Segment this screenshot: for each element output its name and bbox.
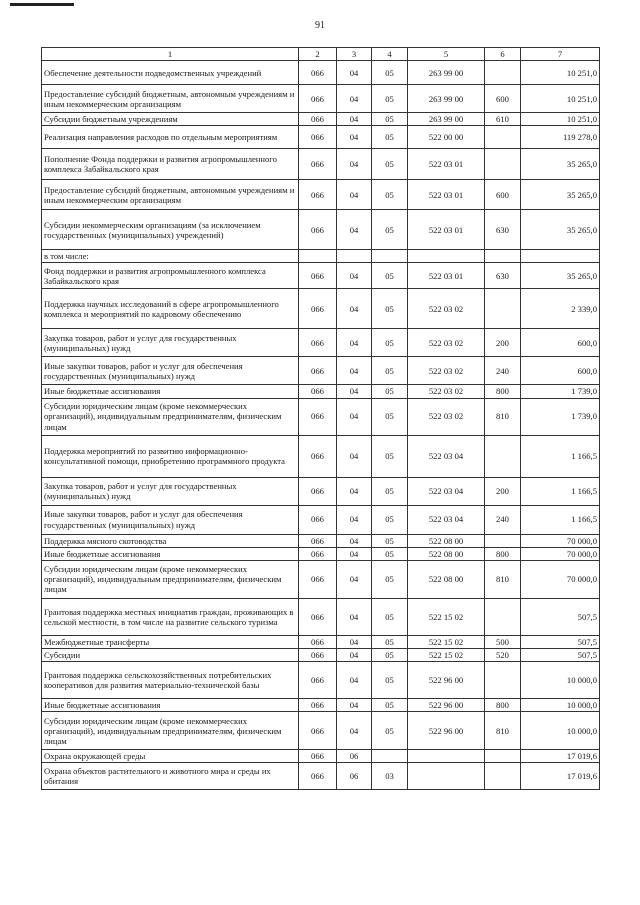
row-name-cell: Субсидии юридическим лицам (кроме некоммерческих организаций), индивидуальным предпринимателям, физическим лицам	[42, 712, 299, 750]
ved-code-cell: 066	[299, 547, 337, 560]
amount-cell: 1 166,5	[521, 505, 600, 534]
target-article-cell: 522 08 00	[408, 547, 485, 560]
section-code-cell: 04	[337, 505, 372, 534]
subsection-code-cell: 05	[372, 210, 408, 250]
row-name-cell: Иные закупки товаров, работ и услуг для обеспечения государственных (муниципальных) нужд	[42, 357, 299, 385]
amount-cell: 17 019,6	[521, 763, 600, 790]
target-article-cell: 522 96 00	[408, 662, 485, 699]
table-row	[42, 357, 600, 385]
subsection-code-cell	[372, 250, 408, 263]
table-row	[42, 534, 600, 547]
subsection-code-cell: 05	[372, 357, 408, 385]
target-article-cell: 522 03 02	[408, 357, 485, 385]
section-code-cell	[337, 250, 372, 263]
section-code-cell: 04	[337, 85, 372, 113]
ved-code-cell: 066	[299, 699, 337, 712]
subsection-code-cell: 05	[372, 598, 408, 635]
ved-code-cell: 066	[299, 289, 337, 329]
target-article-cell: 522 03 04	[408, 477, 485, 505]
row-name-cell: Реализация направления расходов по отдельным мероприятиям	[42, 126, 299, 149]
ved-code-cell: 066	[299, 180, 337, 210]
ved-code-cell: 066	[299, 635, 337, 648]
section-code-cell: 04	[337, 126, 372, 149]
amount-cell: 10 000,0	[521, 662, 600, 699]
row-name-cell: Поддержка мероприятий по развитию информационно-консультативной помощи, приобретению программного продукта	[42, 435, 299, 477]
subsection-code-cell: 03	[372, 763, 408, 790]
amount-cell: 35 265,0	[521, 149, 600, 180]
header-row	[42, 48, 600, 61]
table-row	[42, 250, 600, 263]
amount-cell: 35 265,0	[521, 180, 600, 210]
target-article-cell: 522 96 00	[408, 712, 485, 750]
target-article-cell: 263 99 00	[408, 61, 485, 85]
target-article-cell: 522 03 02	[408, 329, 485, 357]
row-name-cell: Субсидии бюджетным учреждениям	[42, 113, 299, 126]
expense-type-cell: 610	[485, 113, 521, 126]
section-code-cell: 04	[337, 712, 372, 750]
subsection-code-cell	[372, 750, 408, 763]
row-name-cell: Охрана объектов растительного и животного мира и среды их обитания	[42, 763, 299, 790]
expense-type-cell: 810	[485, 398, 521, 435]
amount-cell: 10 251,0	[521, 61, 600, 85]
amount-cell: 10 251,0	[521, 113, 600, 126]
row-name-cell: Субсидии юридическим лицам (кроме некоммерческих организаций), индивидуальным предпринимателям, физическим лицам	[42, 398, 299, 435]
subsection-code-cell: 05	[372, 662, 408, 699]
row-name-cell: Обеспечение деятельности подведомственных учреждений	[42, 61, 299, 85]
col-header: 3	[337, 48, 372, 61]
ved-code-cell: 066	[299, 126, 337, 149]
expense-type-cell	[485, 763, 521, 790]
top-rule	[10, 3, 74, 6]
subsection-code-cell: 05	[372, 648, 408, 661]
section-code-cell: 04	[337, 534, 372, 547]
ved-code-cell: 066	[299, 505, 337, 534]
target-article-cell: 522 03 01	[408, 210, 485, 250]
subsection-code-cell: 05	[372, 547, 408, 560]
amount-cell: 1 166,5	[521, 477, 600, 505]
subsection-code-cell: 05	[372, 385, 408, 398]
section-code-cell: 04	[337, 435, 372, 477]
ved-code-cell: 066	[299, 263, 337, 289]
subsection-code-cell: 05	[372, 635, 408, 648]
target-article-cell	[408, 750, 485, 763]
col-header: 4	[372, 48, 408, 61]
subsection-code-cell: 05	[372, 560, 408, 598]
expense-type-cell	[485, 534, 521, 547]
ved-code-cell: 066	[299, 149, 337, 180]
section-code-cell: 04	[337, 385, 372, 398]
subsection-code-cell: 05	[372, 398, 408, 435]
expense-type-cell	[485, 435, 521, 477]
expense-type-cell: 200	[485, 477, 521, 505]
subsection-code-cell: 05	[372, 149, 408, 180]
amount-cell: 10 251,0	[521, 85, 600, 113]
expense-type-cell	[485, 750, 521, 763]
ved-code-cell: 066	[299, 435, 337, 477]
amount-cell: 600,0	[521, 329, 600, 357]
section-code-cell: 04	[337, 477, 372, 505]
page-number: 91	[315, 20, 325, 31]
table-row	[42, 477, 600, 505]
amount-cell: 70 000,0	[521, 560, 600, 598]
row-name-cell: Пополнение Фонда поддержки и развития агропромышленного комплекса Забайкальского края	[42, 149, 299, 180]
amount-cell: 70 000,0	[521, 534, 600, 547]
amount-cell: 507,5	[521, 598, 600, 635]
section-code-cell: 04	[337, 149, 372, 180]
col-header: 6	[485, 48, 521, 61]
subsection-code-cell: 05	[372, 534, 408, 547]
section-code-cell: 04	[337, 635, 372, 648]
target-article-cell: 522 00 00	[408, 126, 485, 149]
expense-type-cell: 810	[485, 560, 521, 598]
expense-type-cell: 500	[485, 635, 521, 648]
target-article-cell: 522 03 04	[408, 505, 485, 534]
table-row	[42, 763, 600, 790]
target-article-cell	[408, 250, 485, 263]
target-article-cell: 522 15 02	[408, 635, 485, 648]
table-row	[42, 126, 600, 149]
row-name-cell: Грантовая поддержка сельскохозяйственных потребительских кооперативов для развития материально-технической базы	[42, 662, 299, 699]
ved-code-cell: 066	[299, 750, 337, 763]
ved-code-cell: 066	[299, 357, 337, 385]
amount-cell: 17 019,6	[521, 750, 600, 763]
ved-code-cell: 066	[299, 210, 337, 250]
row-name-cell: Закупка товаров, работ и услуг для государственных (муниципальных) нужд	[42, 477, 299, 505]
row-name-cell: Фонд поддержки и развития агропромышленного комплекса Забайкальского края	[42, 263, 299, 289]
row-name-cell: Иные бюджетные ассигнования	[42, 385, 299, 398]
target-article-cell: 522 03 01	[408, 263, 485, 289]
ved-code-cell: 066	[299, 598, 337, 635]
table-row	[42, 329, 600, 357]
expense-type-cell: 600	[485, 180, 521, 210]
ved-code-cell: 066	[299, 662, 337, 699]
ved-code-cell: 066	[299, 648, 337, 661]
target-article-cell: 522 03 01	[408, 180, 485, 210]
target-article-cell	[408, 763, 485, 790]
amount-cell: 10 000,0	[521, 699, 600, 712]
expense-type-cell: 630	[485, 210, 521, 250]
expense-type-cell: 800	[485, 547, 521, 560]
expense-type-cell: 800	[485, 699, 521, 712]
amount-cell: 600,0	[521, 357, 600, 385]
table-row	[42, 385, 600, 398]
amount-cell: 2 339,0	[521, 289, 600, 329]
table-row	[42, 61, 600, 85]
target-article-cell: 522 15 02	[408, 648, 485, 661]
table-row	[42, 750, 600, 763]
ved-code-cell: 066	[299, 477, 337, 505]
expense-type-cell: 800	[485, 385, 521, 398]
subsection-code-cell: 05	[372, 61, 408, 85]
expense-type-cell	[485, 598, 521, 635]
row-name-cell: в том числе:	[42, 250, 299, 263]
subsection-code-cell: 05	[372, 126, 408, 149]
section-code-cell: 04	[337, 547, 372, 560]
table-row	[42, 560, 600, 598]
amount-cell: 1 166,5	[521, 435, 600, 477]
section-code-cell: 04	[337, 357, 372, 385]
table-row	[42, 149, 600, 180]
target-article-cell: 522 15 02	[408, 598, 485, 635]
ved-code-cell: 066	[299, 534, 337, 547]
table-row	[42, 635, 600, 648]
subsection-code-cell: 05	[372, 289, 408, 329]
expense-type-cell: 810	[485, 712, 521, 750]
target-article-cell: 522 08 00	[408, 560, 485, 598]
section-code-cell: 04	[337, 113, 372, 126]
amount-cell: 70 000,0	[521, 547, 600, 560]
table-row	[42, 598, 600, 635]
expense-type-cell: 240	[485, 505, 521, 534]
table-row	[42, 505, 600, 534]
section-code-cell: 04	[337, 699, 372, 712]
expense-type-cell: 200	[485, 329, 521, 357]
budget-table	[41, 47, 600, 790]
row-name-cell: Иные бюджетные ассигнования	[42, 547, 299, 560]
ved-code-cell: 066	[299, 398, 337, 435]
section-code-cell: 06	[337, 750, 372, 763]
ved-code-cell: 066	[299, 113, 337, 126]
amount-cell: 1 739,0	[521, 385, 600, 398]
ved-code-cell: 066	[299, 385, 337, 398]
section-code-cell: 06	[337, 763, 372, 790]
subsection-code-cell: 05	[372, 263, 408, 289]
amount-cell: 10 000,0	[521, 712, 600, 750]
expense-type-cell: 240	[485, 357, 521, 385]
row-name-cell: Иные закупки товаров, работ и услуг для обеспечения государственных (муниципальных) нужд	[42, 505, 299, 534]
table-row	[42, 263, 600, 289]
expense-type-cell	[485, 149, 521, 180]
row-name-cell: Субсидии юридическим лицам (кроме некоммерческих организаций), индивидуальным предпринимателям, физическим лицам	[42, 560, 299, 598]
subsection-code-cell: 05	[372, 712, 408, 750]
subsection-code-cell: 05	[372, 477, 408, 505]
ved-code-cell: 066	[299, 763, 337, 790]
row-name-cell: Субсидии некоммерческим организациям (за исключением государственных (муниципальных) учреждений)	[42, 210, 299, 250]
col-header: 2	[299, 48, 337, 61]
col-header: 1	[42, 48, 299, 61]
row-name-cell: Субсидии	[42, 648, 299, 661]
row-name-cell: Грантовая поддержка местных инициатив граждан, проживающих в сельской местности, в том числе на развитие сельского туризма	[42, 598, 299, 635]
table-row	[42, 662, 600, 699]
table-row	[42, 85, 600, 113]
target-article-cell: 522 08 00	[408, 534, 485, 547]
ved-code-cell: 066	[299, 560, 337, 598]
row-name-cell: Поддержка научных исследований в сфере агропромышленного комплекса и мероприятий по кадровому обеспечению	[42, 289, 299, 329]
table-row	[42, 113, 600, 126]
target-article-cell: 522 03 02	[408, 385, 485, 398]
table-row	[42, 435, 600, 477]
subsection-code-cell: 05	[372, 85, 408, 113]
subsection-code-cell: 05	[372, 699, 408, 712]
subsection-code-cell: 05	[372, 505, 408, 534]
expense-type-cell: 520	[485, 648, 521, 661]
amount-cell: 35 265,0	[521, 210, 600, 250]
section-code-cell: 04	[337, 598, 372, 635]
ved-code-cell: 066	[299, 712, 337, 750]
expense-type-cell: 630	[485, 263, 521, 289]
target-article-cell: 522 03 01	[408, 149, 485, 180]
amount-cell: 119 278,0	[521, 126, 600, 149]
section-code-cell: 04	[337, 289, 372, 329]
table-row	[42, 648, 600, 661]
expense-type-cell	[485, 61, 521, 85]
row-name-cell: Поддержка мясного скотоводства	[42, 534, 299, 547]
table-row	[42, 547, 600, 560]
target-article-cell: 263 99 00	[408, 113, 485, 126]
target-article-cell: 522 03 02	[408, 289, 485, 329]
section-code-cell: 04	[337, 263, 372, 289]
subsection-code-cell: 05	[372, 180, 408, 210]
row-name-cell: Межбюджетные трансферты	[42, 635, 299, 648]
section-code-cell: 04	[337, 61, 372, 85]
target-article-cell: 522 03 02	[408, 398, 485, 435]
row-name-cell: Предоставление субсидий бюджетным, автономным учреждениям и иным некоммерческим организациям	[42, 85, 299, 113]
ved-code-cell: 066	[299, 329, 337, 357]
section-code-cell: 04	[337, 210, 372, 250]
target-article-cell: 522 96 00	[408, 699, 485, 712]
subsection-code-cell: 05	[372, 329, 408, 357]
section-code-cell: 04	[337, 329, 372, 357]
target-article-cell: 263 99 00	[408, 85, 485, 113]
expense-type-cell: 600	[485, 85, 521, 113]
table-row	[42, 210, 600, 250]
expense-type-cell	[485, 126, 521, 149]
table-row	[42, 712, 600, 750]
col-header: 5	[408, 48, 485, 61]
subsection-code-cell: 05	[372, 435, 408, 477]
section-code-cell: 04	[337, 662, 372, 699]
expense-type-cell	[485, 662, 521, 699]
section-code-cell: 04	[337, 648, 372, 661]
section-code-cell: 04	[337, 398, 372, 435]
amount-cell: 35 265,0	[521, 263, 600, 289]
table-row	[42, 398, 600, 435]
target-article-cell: 522 03 04	[408, 435, 485, 477]
subsection-code-cell: 05	[372, 113, 408, 126]
col-header: 7	[521, 48, 600, 61]
amount-cell: 507,5	[521, 648, 600, 661]
row-name-cell: Предоставление субсидий бюджетным, автономным учреждениям и иным некоммерческим организациям	[42, 180, 299, 210]
section-code-cell: 04	[337, 180, 372, 210]
ved-code-cell: 066	[299, 61, 337, 85]
table-row	[42, 180, 600, 210]
row-name-cell: Иные бюджетные ассигнования	[42, 699, 299, 712]
table-row	[42, 289, 600, 329]
row-name-cell: Охрана окружающей среды	[42, 750, 299, 763]
section-code-cell: 04	[337, 560, 372, 598]
amount-cell: 507,5	[521, 635, 600, 648]
amount-cell	[521, 250, 600, 263]
ved-code-cell: 066	[299, 85, 337, 113]
table-row	[42, 699, 600, 712]
expense-type-cell	[485, 289, 521, 329]
expense-type-cell	[485, 250, 521, 263]
ved-code-cell	[299, 250, 337, 263]
amount-cell: 1 739,0	[521, 398, 600, 435]
row-name-cell: Закупка товаров, работ и услуг для государственных (муниципальных) нужд	[42, 329, 299, 357]
